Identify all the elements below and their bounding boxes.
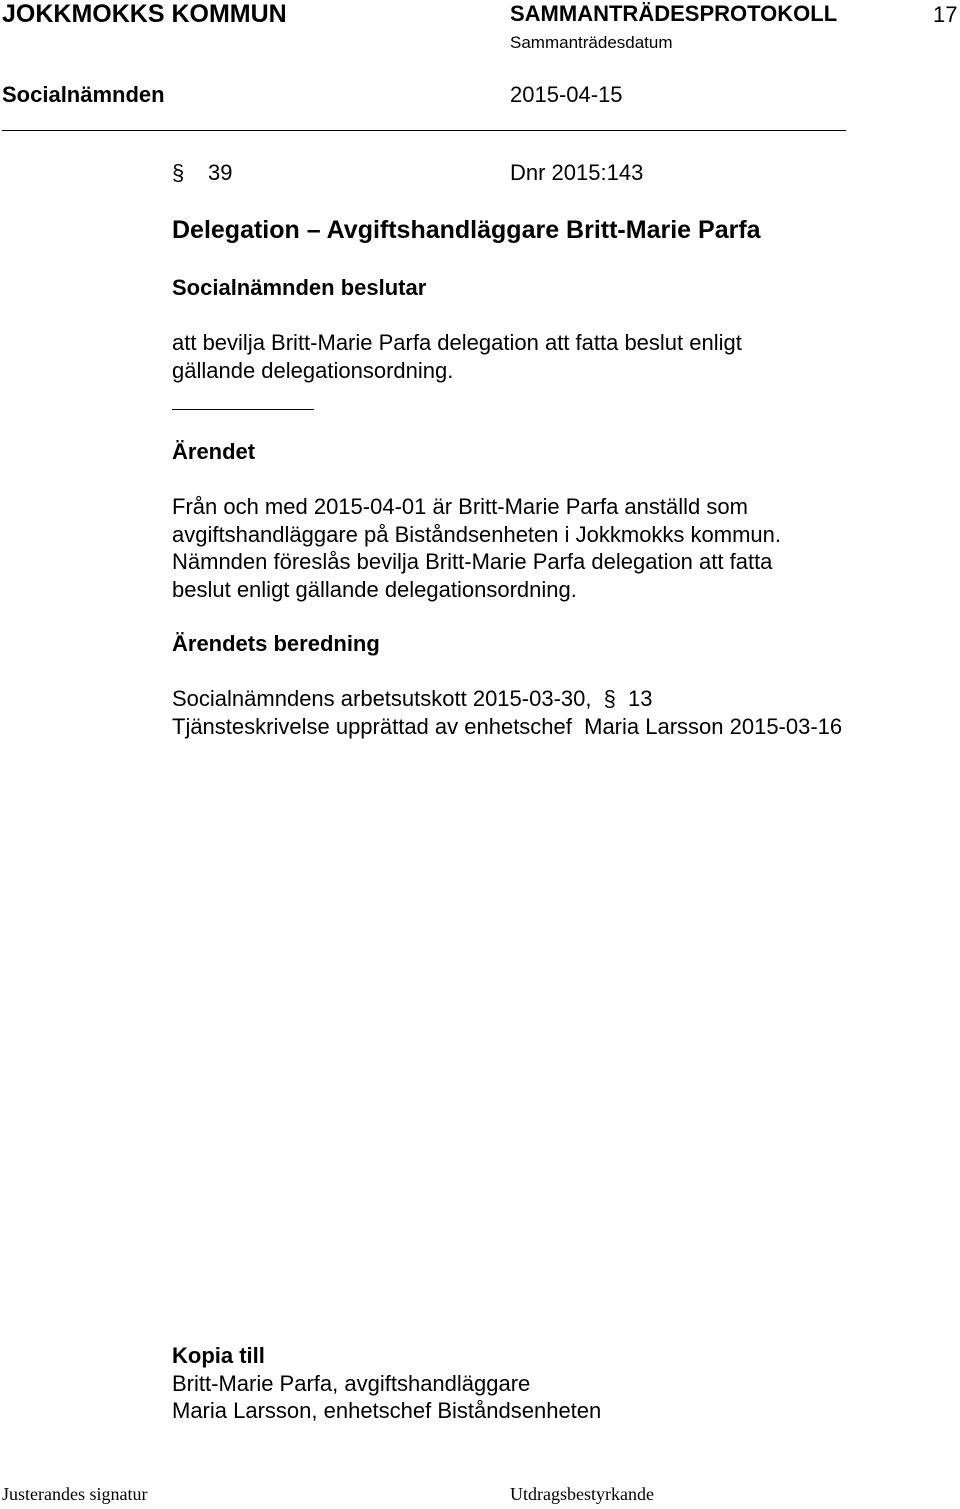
organization-name: JOKKMOKKS KOMMUN <box>2 0 287 28</box>
copy-to-line-1: Britt-Marie Parfa, avgiftshandläggare <box>172 1371 531 1396</box>
matter-line-2: avgiftshandläggare på Biståndsenheten i Jokkmokks kommun. <box>172 522 782 547</box>
committee-name: Socialnämnden <box>2 82 165 107</box>
paragraph-number: 39 <box>208 160 233 185</box>
preparation-line-1 <box>172 686 652 712</box>
decision-line-2: gällande delegationsordning. <box>172 358 454 383</box>
section-title: Delegation – Avgiftshandläggare Britt-Marie Parfa <box>172 216 761 244</box>
signature-label: Justerandes signatur <box>2 1484 148 1504</box>
decision-divider <box>172 409 314 410</box>
paragraph-sign: § <box>603 686 616 711</box>
decision-line-1: att bevilja Britt-Marie Parfa delegation att fatta beslut enligt <box>172 330 742 355</box>
matter-line-1: Från och med 2015-04-01 är Britt-Marie Parfa anställd som <box>172 494 748 519</box>
preparation-line-2: Tjänsteskrivelse upprättad av enhetschef Maria Larsson 2015-03-16 <box>172 714 843 739</box>
copy-to-line-2: Maria Larsson, enhetschef Biståndsenheten <box>172 1398 602 1423</box>
header-divider <box>2 130 846 131</box>
copy-to-heading: Kopia till <box>172 1343 265 1368</box>
paragraph-sign: § <box>172 160 185 185</box>
decision-heading: Socialnämnden beslutar <box>172 275 427 300</box>
matter-heading: Ärendet <box>172 439 256 464</box>
document-type: SAMMANTRÄDESPROTOKOLL <box>510 1 838 26</box>
page-number: 17 <box>933 2 958 27</box>
meeting-date: 2015-04-15 <box>510 82 623 107</box>
preparation-paragraph-number: 13 <box>627 686 653 711</box>
meeting-date-label: Sammanträdesdatum <box>510 33 673 52</box>
matter-line-4: beslut enligt gällande delegationsordning. <box>172 577 577 602</box>
preparation-committee-text: Socialnämndens arbetsutskott 2015-03-30, <box>172 686 592 711</box>
preparation-heading: Ärendets beredning <box>172 631 380 656</box>
case-number: Dnr 2015:143 <box>510 160 644 185</box>
paragraph-line <box>172 160 232 186</box>
certification-label: Utdragsbestyrkande <box>510 1484 654 1504</box>
matter-line-3: Nämnden föreslås bevilja Britt-Marie Parfa delegation att fatta <box>172 549 773 574</box>
